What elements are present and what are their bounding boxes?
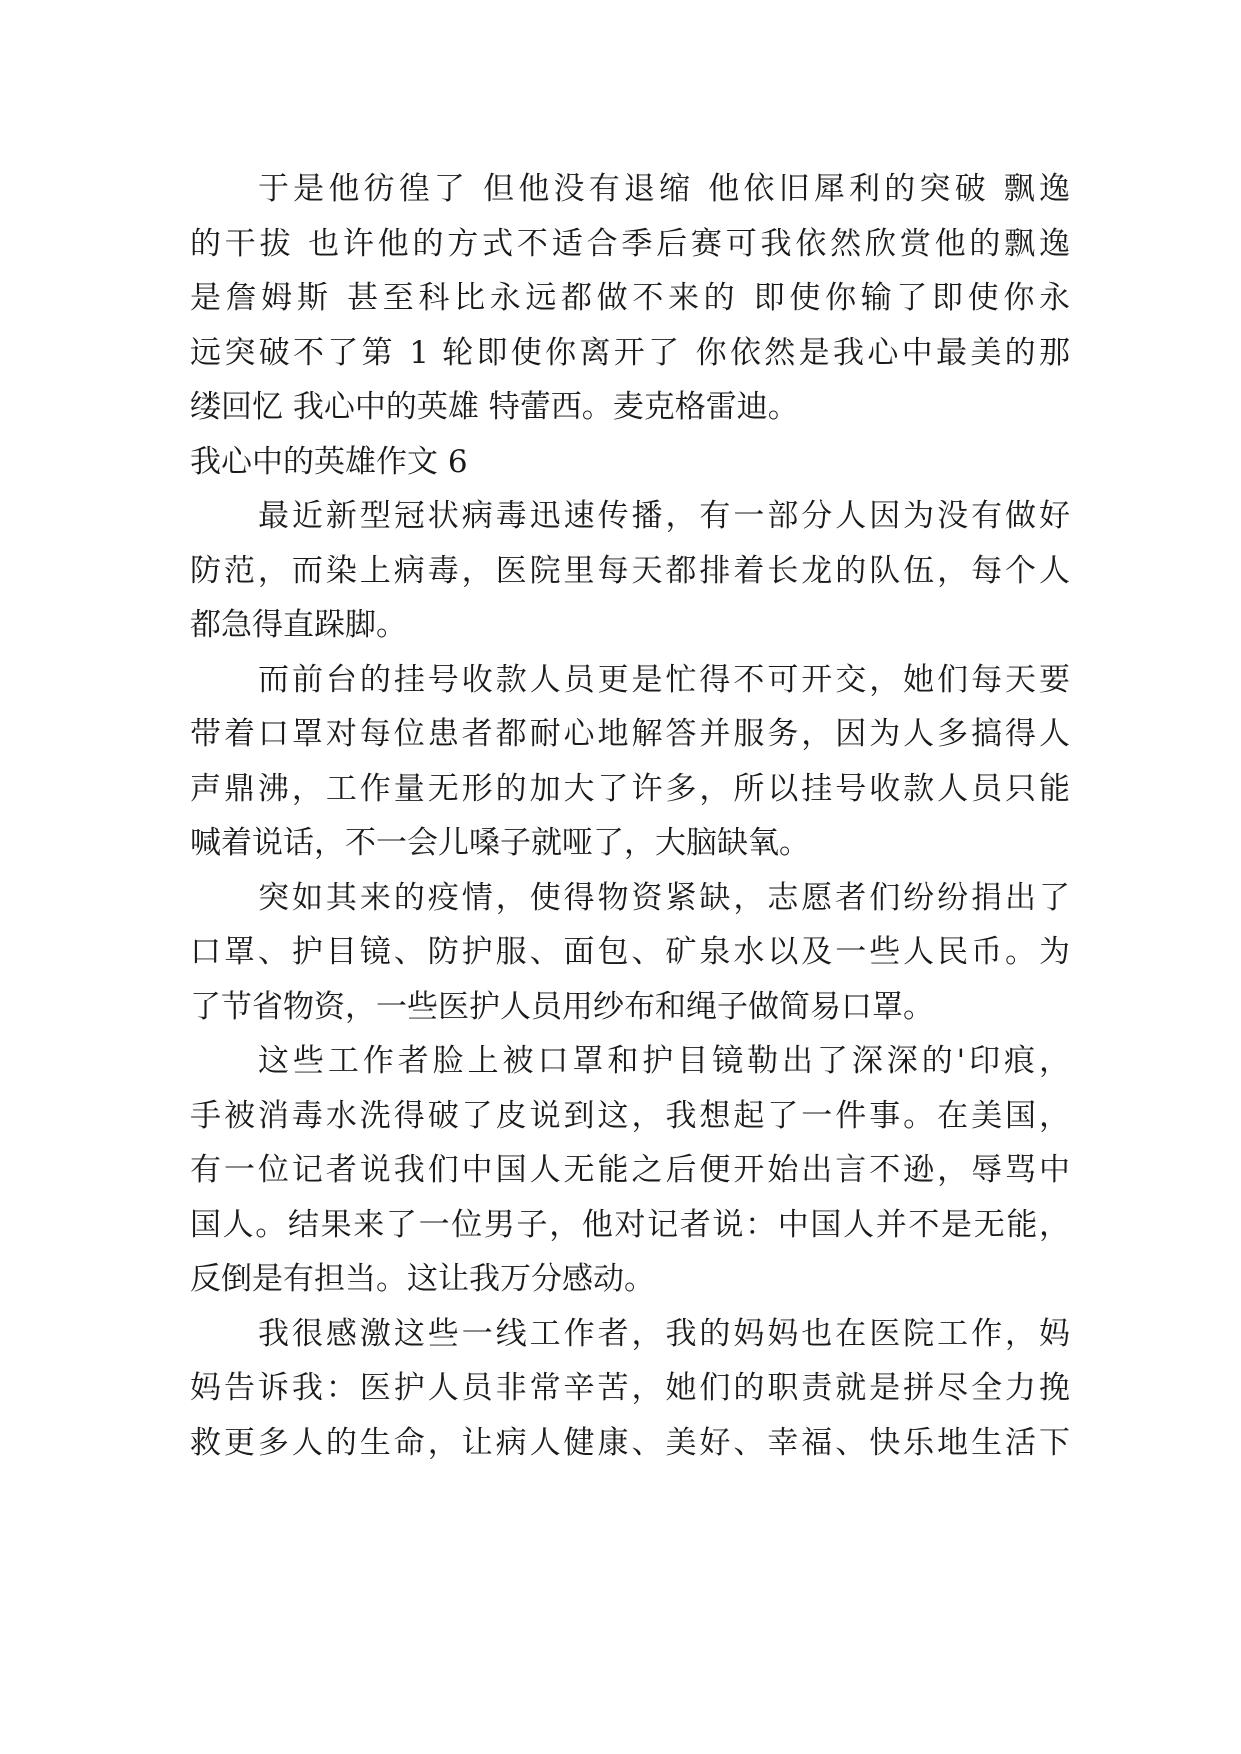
text-line: 最近新型冠状病毒迅速传播，有一部分人因为没有做好 (258, 498, 1070, 534)
text-line: 缕回忆 我心中的英雄 特蕾西。麦克格雷迪。 (190, 389, 799, 425)
text-line: 是詹姆斯 甚至科比永远都做不来的 即使你输了即使你永 (190, 280, 1070, 316)
text-line: 我心中的英雄作文 6 (190, 443, 468, 480)
text-line: 妈告诉我：医护人员非常辛苦，她们的职责就是拼尽全力挽 (190, 1370, 1070, 1406)
text-line: 口罩、护目镜、防护服、面包、矿泉水以及一些人民币。为 (190, 934, 1070, 970)
text-line: 防范，而染上病毒，医院里每天都排着长龙的队伍，每个人 (190, 552, 1070, 589)
text-line: 远突破不了第 1 轮即使你离开了 你依然是我心中最美的那 (190, 334, 1070, 371)
text-line: 救更多人的生命，让病人健康、美好、幸福、快乐地生活下 (190, 1424, 1070, 1461)
text-line: 有一位记者说我们中国人无能之后便开始出言不逊，辱骂中 (190, 1152, 1070, 1188)
text-line: 都急得直跺脚。 (190, 607, 407, 643)
document-body (190, 162, 1070, 1470)
text-line: 我很感激这些一线工作者，我的妈妈也在医院工作，妈 (258, 1315, 1070, 1352)
text-line: 手被消毒水洗得破了皮说到这，我想起了一件事。在美国， (190, 1097, 1070, 1134)
text-line: 突如其来的疫情，使得物资紧缺，志愿者们纷纷捐出了 (258, 879, 1070, 916)
text-line: 的干拔 也许他的方式不适合季后赛可我依然欣赏他的飘逸 (190, 225, 1070, 262)
text-line: 国人。结果来了一位男子，他对记者说：中国人并不是无能， (190, 1206, 1070, 1243)
text-line: 于是他彷徨了 但他没有退缩 他依旧犀利的突破 飘逸 (258, 171, 1070, 207)
text-line: 而前台的挂号收款人员更是忙得不可开交，她们每天要 (258, 661, 1070, 698)
text-line: 带着口罩对每位患者都耐心地解答并服务，因为人多搞得人 (190, 716, 1070, 752)
text-line: 喊着说话，不一会儿嗓子就哑了，大脑缺氧。 (190, 825, 810, 861)
text-line: 了节省物资，一些医护人员用纱布和绳子做简易口罩。 (190, 988, 934, 1025)
text-line: 声鼎沸，工作量无形的加大了许多，所以挂号收款人员只能 (190, 770, 1070, 807)
text-line: 反倒是有担当。这让我万分感动。 (190, 1261, 655, 1297)
text-line: 这些工作者脸上被口罩和护目镜勒出了深深的'印痕， (258, 1043, 1070, 1079)
